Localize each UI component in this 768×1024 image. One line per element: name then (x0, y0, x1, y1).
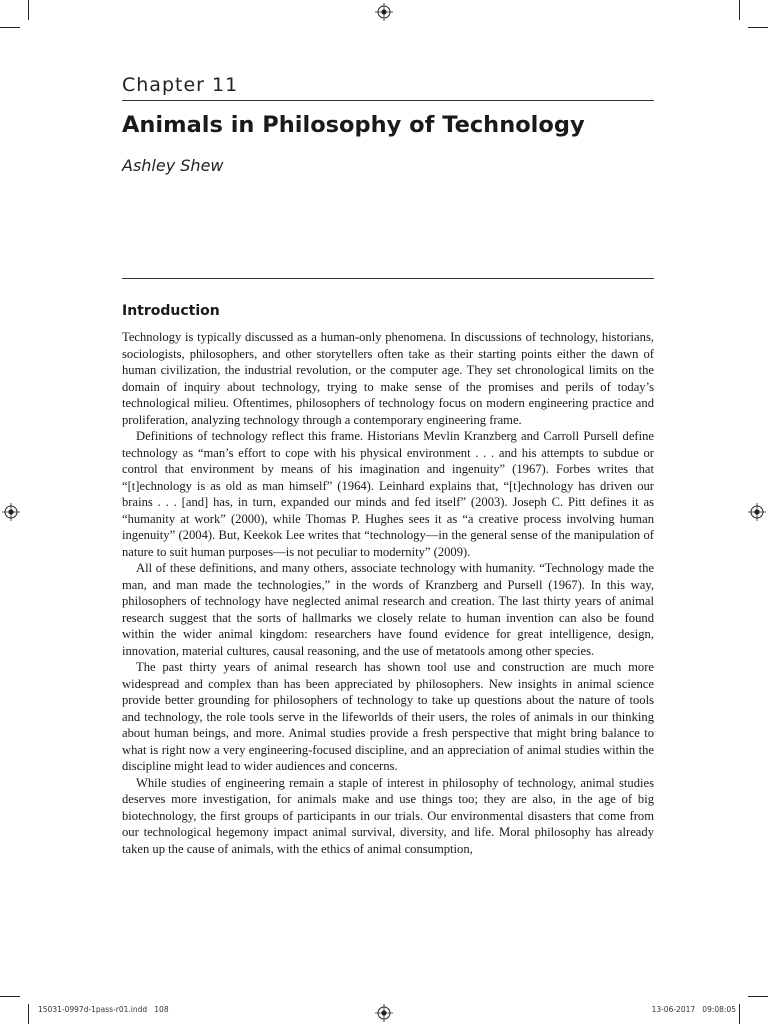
chapter-title: Animals in Philosophy of Technology (122, 112, 585, 138)
crop-mark-icon (739, 1004, 740, 1024)
paragraph: Definitions of technology reflect this frame. Historians Mevlin Kranzberg and Carroll Pursell define technology as “man’s effort to cope with his physical environment . . . and his attempts to subdue or control that environment by means of his imagination and ingenuity” (1967). Forbes writes that “[t]echnology is as old as man himself” (1964). Leinhard explains that, “[t]echnology has driven our brains . . . [and] has, in turn, expanded our minds and fed itself” (2003). Joseph C. Pitt defines it as “humanity at work” (2000), while Thomas P. Hughes sees it as “a creative process involving human ingenuity” (2004). But, Keekok Lee writes that “technology—in the general sense of the manipulation of nature to suit human purposes—is not peculiar to modernity” (2009). (122, 429, 654, 559)
registration-mark-icon (375, 3, 393, 21)
paragraph: All of these definitions, and many others, associate technology with humanity. “Technology made the man, and man made the technologies,” in the words of Kranzberg and Pursell (1967). In this way, philosophers of technology have neglected animal research and creation. The last thirty years of animal research suggest that the sorts of hallmarks we closely relate to human invention can also be found within the wider animal kingdom: researchers have found evidence for great intelligence, design, innovation, material cultures, causal reasoning, and the use of metatools among other species. (122, 561, 654, 658)
crop-mark-icon (748, 27, 768, 28)
crop-mark-icon (748, 996, 768, 997)
body-text (122, 329, 654, 857)
crop-mark-icon (0, 996, 20, 997)
section-divider-rule (122, 278, 654, 279)
crop-mark-icon (739, 0, 740, 20)
chapter-label: Chapter 11 (122, 74, 239, 96)
section-heading: Introduction (122, 303, 220, 319)
crop-mark-icon (28, 0, 29, 20)
slug-filename: 15031-0997d-1pass-r01.indd 108 (38, 1005, 169, 1014)
crop-mark-icon (0, 27, 20, 28)
crop-mark-icon (28, 1004, 29, 1024)
chapter-author: Ashley Shew (122, 156, 224, 175)
slug-timestamp: 13-06-2017 09:08:05 (651, 1005, 736, 1014)
registration-mark-icon (375, 1004, 393, 1022)
paragraph: While studies of engineering remain a staple of interest in philosophy of technology, animal studies deserves more investigation, for animals make and use things too; they are also, in the age of big biotechnology, the first groups of participants in our trials. Our environmental disasters that come from our technological hegemony impact animal survival, diversity, and life. Moral philosophy has already taken up the cause of animals, with the ethics of animal consumption, (122, 775, 654, 856)
registration-mark-icon (748, 503, 766, 521)
paragraph: The past thirty years of animal research has shown tool use and construction are much more widespread and complex than has been appreciated by philosophers. New insights in animal science provide better grounding for philosophers of technology to take up questions about the nature of tools and technology, the role tools serve in the lifeworlds of their users, the roles of animals in our thinking about human beings, and more. Animal studies provide a fresh perspective that might bring balance to what is right now a very engineering-focused discipline, and an appreciation of animal studies within the discipline might lead to wider audiences and concerns. (122, 660, 654, 773)
paragraph: Technology is typically discussed as a human-only phenomena. In discussions of technology, historians, sociologists, philosophers, and other storytellers often take as their starting points either the dawn of human civilization, the industrial revolution, or the computer age. They set chronological limits on the domain of inquiry about technology, trying to make sense of the promises and perils of today’s technological milieu. Oftentimes, philosophers of technology focus on modern engineering practice and proliferation, analyzing technology through a contemporary engineering frame. (122, 330, 654, 427)
registration-mark-icon (2, 503, 20, 521)
chapter-header-rule (122, 100, 654, 101)
